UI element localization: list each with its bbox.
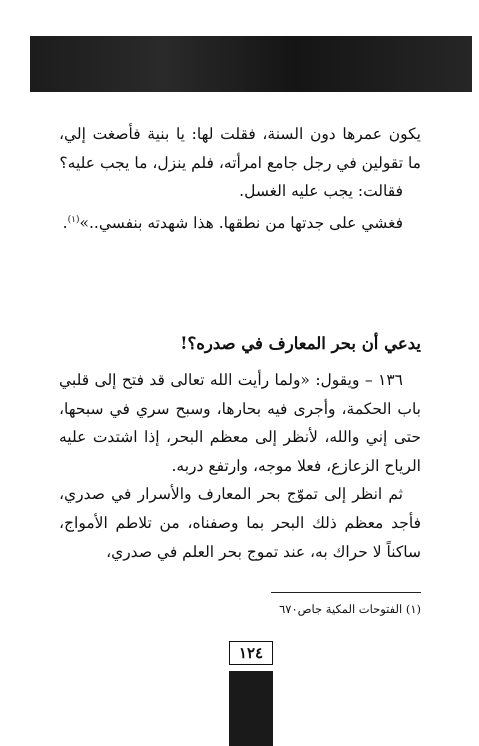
paragraph-1-line-3: فغشي على جدتها من نطقها. هذا شهدته بنفسي..»$^{(١)}$. bbox=[62, 213, 403, 232]
footnote-marker: (١) bbox=[67, 214, 80, 225]
footnote-divider bbox=[271, 592, 421, 593]
paragraph-2-line-1: ١٣٦ – ويقول: «ولما رأيت الله تعالى قد فتح إلى قلبي باب الحكمة، وأجرى فيه بحارها، وسبح سري في سبحها، حتى إني والله، لأنظر إلى معظم البحر، إذا اشتدت عليه الرياح الزعازع، فعلا موجه، وارتفع دربه. bbox=[59, 371, 421, 475]
paragraph-1-line-3-text: فغشي على جدتها من نطقها. هذا شهدته بنفسي..» bbox=[79, 213, 403, 232]
paragraph-1 bbox=[59, 120, 421, 238]
header-bar bbox=[30, 36, 472, 92]
paragraph-2 bbox=[59, 366, 421, 566]
section-heading: يدعي أن بحر المعارف في صدره؟! bbox=[180, 334, 421, 353]
bottom-tab bbox=[229, 671, 273, 746]
page-number: ١٢٤ bbox=[229, 641, 273, 665]
paragraph-1-line-1: يكون عمرها دون السنة، فقلت لها: يا بنية فأصغت إلي، ما تقولين في رجل جامع امرأته، فلم ينزل، ما يجب عليه؟ bbox=[59, 125, 421, 172]
paragraph-2-line-2: ثم انظر إلى تموّج بحر المعارف والأسرار في صدري، فأجد معظم ذلك البحر بما وصفناه، من تلاطم الأمواج، ساكناً لا حراك به، عند تموج بحر العلم في صدري، bbox=[59, 485, 421, 561]
footnote: (١) الفتوحات المكية جاص٦٧٠ bbox=[279, 602, 421, 616]
paragraph-1-line-2: فقالت: يجب عليه الغسل. bbox=[239, 182, 403, 201]
